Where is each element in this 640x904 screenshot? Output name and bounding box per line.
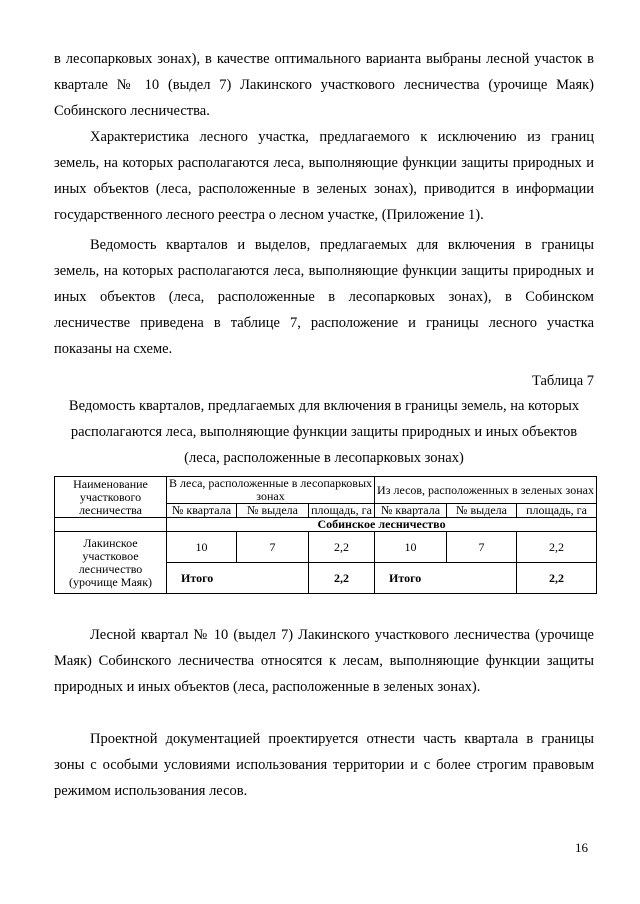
cell-area-2: 2,2 xyxy=(517,532,597,563)
cell-kvartal-1: 10 xyxy=(167,532,237,563)
table-caption: Ведомость кварталов, предлагаемых для включения в границы земель, на которых располагаются леса, выполняющие функции защиты природных и иных объектов (леса, расположенные в лесопарковых зонах) xyxy=(68,398,580,466)
section-row: Собинское лесничество xyxy=(167,518,597,532)
total-label-2: Итого xyxy=(375,563,517,594)
cell-kvartal-2: 10 xyxy=(375,532,447,563)
paragraph-3: Ведомость кварталов и выделов, предлагаемых для включения в границы земель, на которых располагаются леса, выполняющие функции защиты природных и иных объектов (леса, расположенные в лесопарковых зонах), в Собинском лесничестве приведена в таблице 7, расположение и границы лесного участка показаны на схеме. xyxy=(54,237,594,357)
data-table xyxy=(54,476,597,594)
row-name: Лакинское участковое лесничество (урочище Маяк) xyxy=(55,532,167,594)
header-area-2: площадь, га xyxy=(517,504,597,518)
total-label-1: Итого xyxy=(167,563,309,594)
header-name: Наименование участкового лесничества xyxy=(55,477,167,518)
paragraph-5: Проектной документацией проектируется отнести часть квартала в границы зоны с особыми условиями использования территории и с более строгим правовым режимом использования лесов. xyxy=(54,731,594,799)
paragraph-1: в лесопарковых зонах), в качестве оптимального варианта выбраны лесной участок в квартале № 10 (выдел 7) Лакинского участкового лесничества (урочище Маяк) Собинского лесничества. xyxy=(54,51,594,119)
header-vydel-2: № выдела xyxy=(447,504,517,518)
cell-area-1: 2,2 xyxy=(309,532,375,563)
header-vydel-1: № выдела xyxy=(237,504,309,518)
total-value-1: 2,2 xyxy=(309,563,375,594)
total-value-2: 2,2 xyxy=(517,563,597,594)
header-group-forest-parks: В леса, расположенные в лесопарковых зонах xyxy=(167,477,375,504)
header-kvartal-1: № квартала xyxy=(167,504,237,518)
paragraph-2: Характеристика лесного участка, предлагаемого к исключению из границ земель, на которых располагаются леса, выполняющие функции защиты природных и иных объектов (леса, расположенные в зеленых зонах), приводится в информации государственного лесного реестра о лесном участке, (Приложение 1). xyxy=(54,129,594,223)
paragraph-4: Лесной квартал № 10 (выдел 7) Лакинского участкового лесничества (урочище Маяк) Собинского лесничества относятся к лесам, выполняющие функции защиты природных и иных объектов (леса, расположенные в зеленых зонах). xyxy=(54,627,594,695)
cell-vydel-2: 7 xyxy=(447,532,517,563)
page-number: 16 xyxy=(575,840,588,855)
cell-vydel-1: 7 xyxy=(237,532,309,563)
header-area-1: площадь, га xyxy=(309,504,375,518)
table-label: Таблица 7 xyxy=(531,373,594,389)
header-kvartal-2: № квартала xyxy=(375,504,447,518)
header-group-green-zones: Из лесов, расположенных в зеленых зонах xyxy=(375,477,597,504)
